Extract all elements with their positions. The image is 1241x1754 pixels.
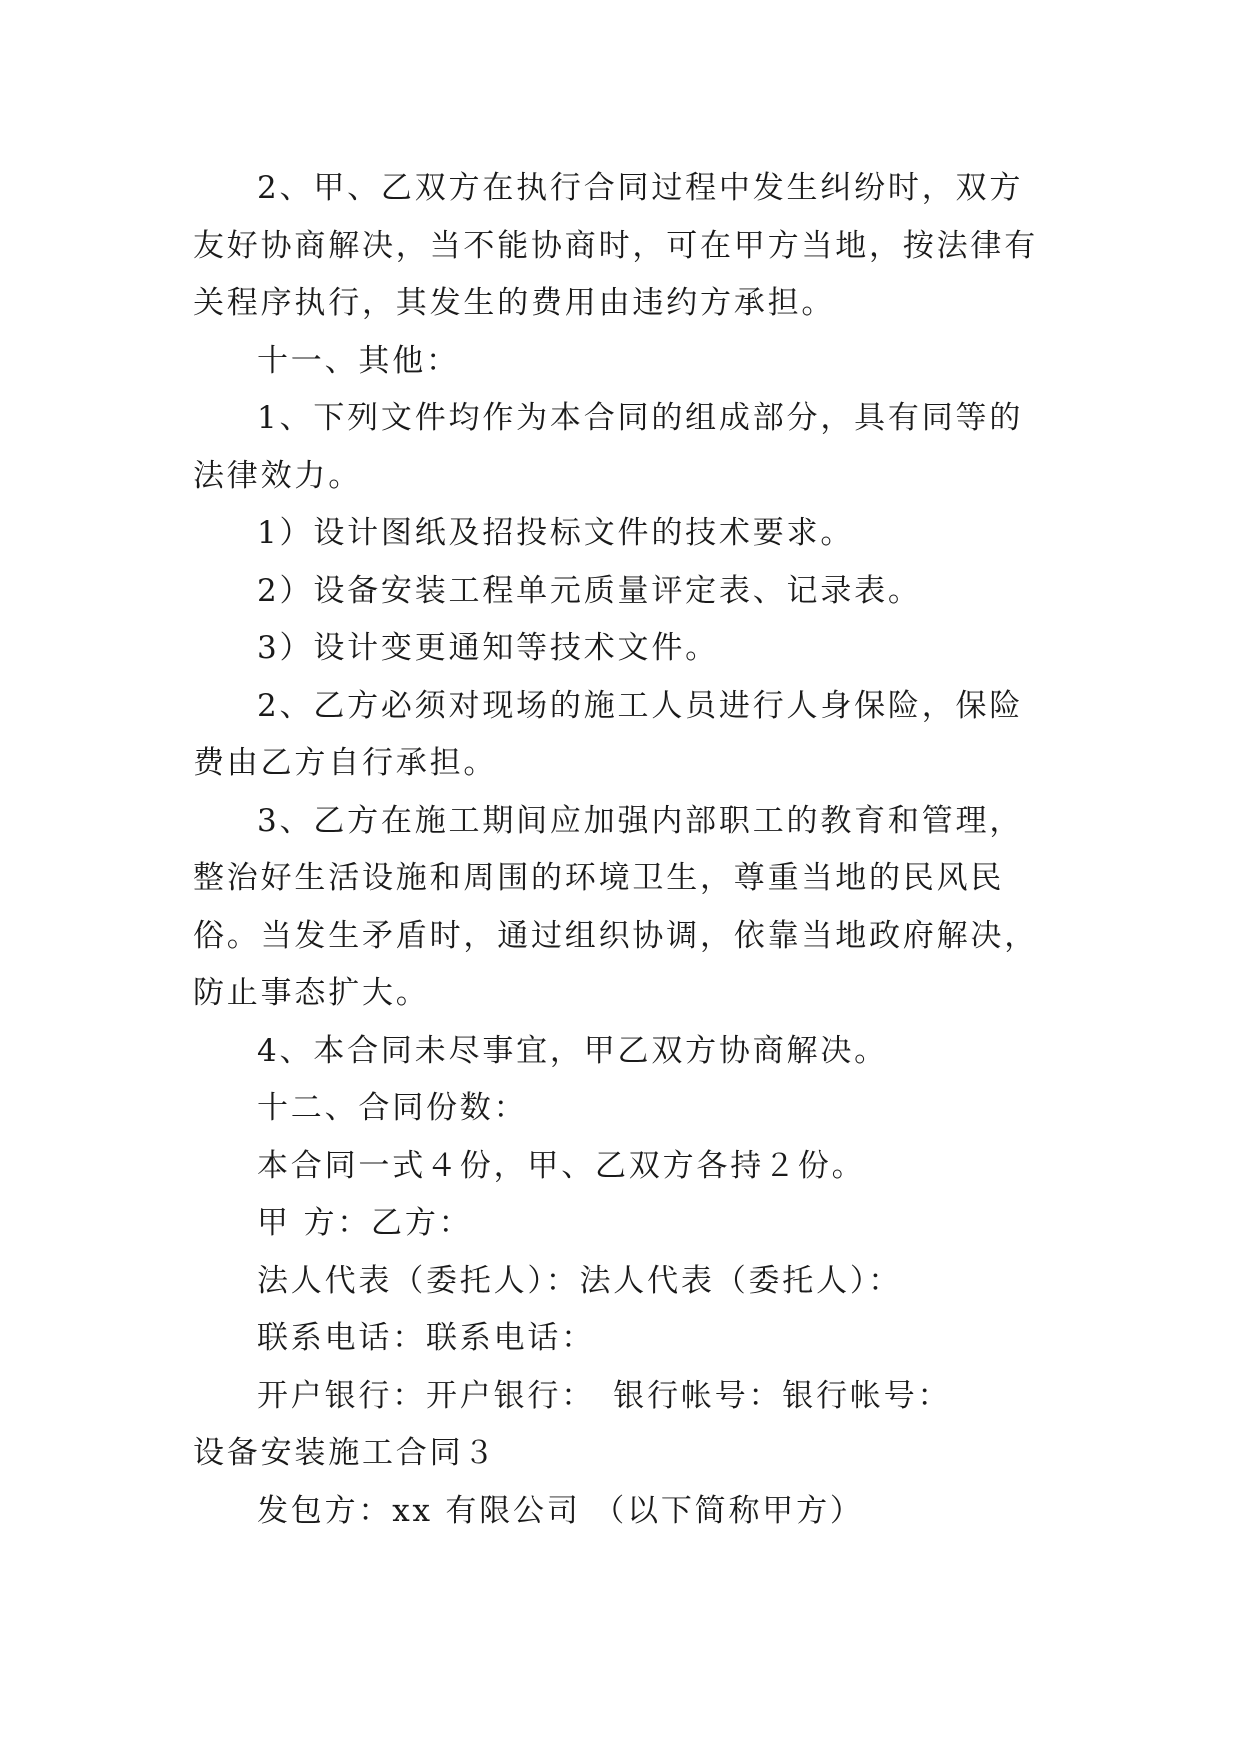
document-title-contract-3: 设备安装施工合同３ (193, 1435, 498, 1471)
paragraph-insurance: 2、乙方必须对现场的施工人员进行人身保险，保险费由乙方自行承担。 (193, 687, 1024, 781)
paragraph-dispute-resolution: 2、甲、乙双方在执行合同过程中发生纠纷时，双方友好协商解决，当不能协商时，可在甲方当地，按法律有关程序执行，其发生的费用由违约方承担。 (193, 170, 1038, 321)
signature-bank-line: 开户银行：开户银行： 银行帐号：银行帐号： (257, 1377, 952, 1414)
signature-parties-line: 甲 方：乙方： (257, 1205, 473, 1241)
section-heading-other: 十一、其他： (257, 342, 460, 379)
list-item-design-changes: 3）设计变更通知等技术文件。 (257, 630, 719, 666)
signature-representative-line: 法人代表（委托人）：法人代表（委托人）： (257, 1262, 902, 1299)
paragraph-contract-documents: 1、下列文件均作为本合同的组成部分，具有同等的法律效力。 (193, 400, 1024, 494)
paragraph-worker-management: 3、乙方在施工期间应加强内部职工的教育和管理，整治好生活设施和周围的环境卫生，尊重当地的民风民俗。当发生矛盾时，通过组织协调，依靠当地政府解决，防止事态扩大。 (193, 802, 1038, 1011)
document-body (193, 160, 1053, 1540)
paragraph-copies-count: 本合同一式４份，甲、乙双方各持２份。 (257, 1147, 866, 1184)
section-heading-copies: 十二、合同份数： (257, 1090, 528, 1126)
paragraph-contractor: 发包方：xx 有限公司 （以下简称甲方） (257, 1492, 864, 1529)
paragraph-unresolved-matters: 4、本合同未尽事宜，甲乙双方协商解决。 (257, 1032, 888, 1069)
signature-phone-line: 联系电话：联系电话： (257, 1320, 595, 1356)
list-item-design-drawings: 1）设计图纸及招投标文件的技术要求。 (257, 515, 855, 551)
list-item-quality-forms: 2）设备安装工程单元质量评定表、记录表。 (257, 572, 922, 609)
